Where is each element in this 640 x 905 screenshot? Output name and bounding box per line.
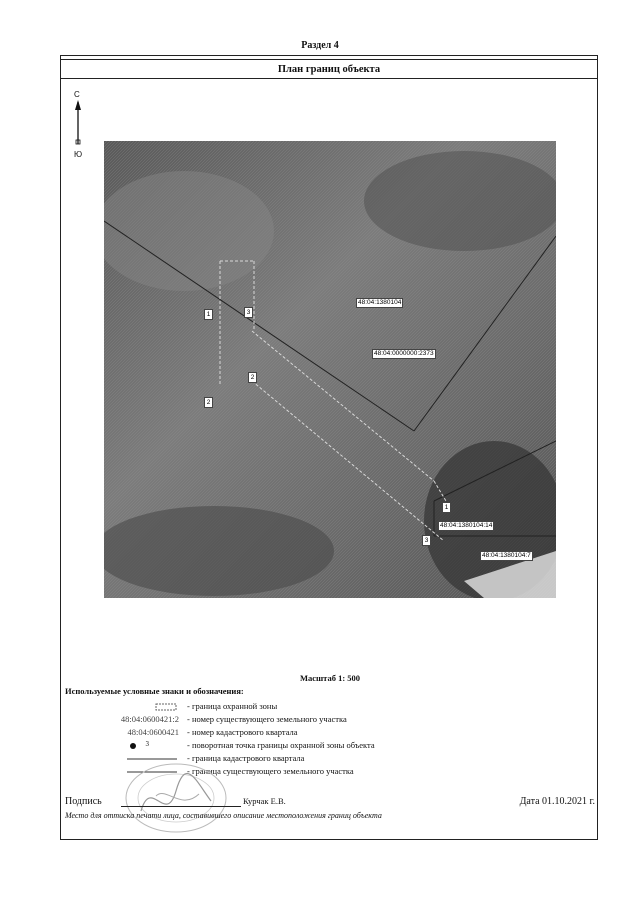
legend-text: - номер кадастрового квартала [187, 727, 298, 737]
legend-text: - граница кадастрового квартала [187, 753, 305, 763]
section-title: Раздел 4 [301, 40, 339, 51]
legend-item [61, 701, 599, 713]
point-marker: 2 [204, 397, 213, 408]
legend-symbol: 48:04:0600421:2 [120, 714, 179, 724]
zone-boundary-icon [155, 703, 177, 711]
legend-point-number: 3 [145, 740, 149, 748]
stamp-note: Место для оттиска печати лица, составившего описание местоположения границ объекта [65, 811, 382, 820]
parcel-label-7: 48:04:1380104:7 [482, 552, 531, 559]
signature-date: Дата 01.10.2021 г. [519, 796, 595, 807]
legend-title: Используемые условные знаки и обозначения: [65, 686, 244, 696]
legend-item [61, 740, 599, 752]
cadastral-map [104, 141, 556, 598]
stamp-watermark-icon [121, 756, 231, 836]
point-marker: 1 [442, 502, 451, 513]
compass [73, 90, 89, 164]
legend-text: - номер существующего земельного участка [187, 714, 347, 724]
quarter-label: 48:04:1380104 [358, 299, 402, 306]
document-frame [60, 55, 598, 840]
compass-north-label: С [74, 90, 80, 99]
header-title: План границ объекта [61, 56, 597, 79]
legend-item [61, 727, 599, 739]
map-scale: Масштаб 1: 500 [299, 673, 361, 683]
signer-name: Курчак Е.В. [243, 796, 286, 806]
point-dot-icon [129, 742, 139, 750]
legend-item [61, 714, 599, 726]
legend-symbol: 48:04:0600421 [127, 727, 179, 737]
point-marker: 3 [422, 535, 431, 546]
point-marker: 3 [244, 307, 253, 318]
signature-line [121, 806, 241, 807]
legend-text: - граница существующего земельного участка [187, 766, 354, 776]
parcel-label-main: 48:04:0000000:2373 [374, 350, 434, 357]
point-marker: 2 [248, 372, 257, 383]
compass-south-label: Ю [74, 150, 83, 159]
legend-text: - граница охранной зоны [187, 701, 278, 711]
signature-label: Подпись [65, 796, 102, 807]
legend-text: - поворотная точка границы охранной зоны объекта [187, 740, 375, 750]
parcel-label-14: 48:04:1380104:14 [440, 522, 493, 529]
point-marker: 1 [204, 309, 213, 320]
